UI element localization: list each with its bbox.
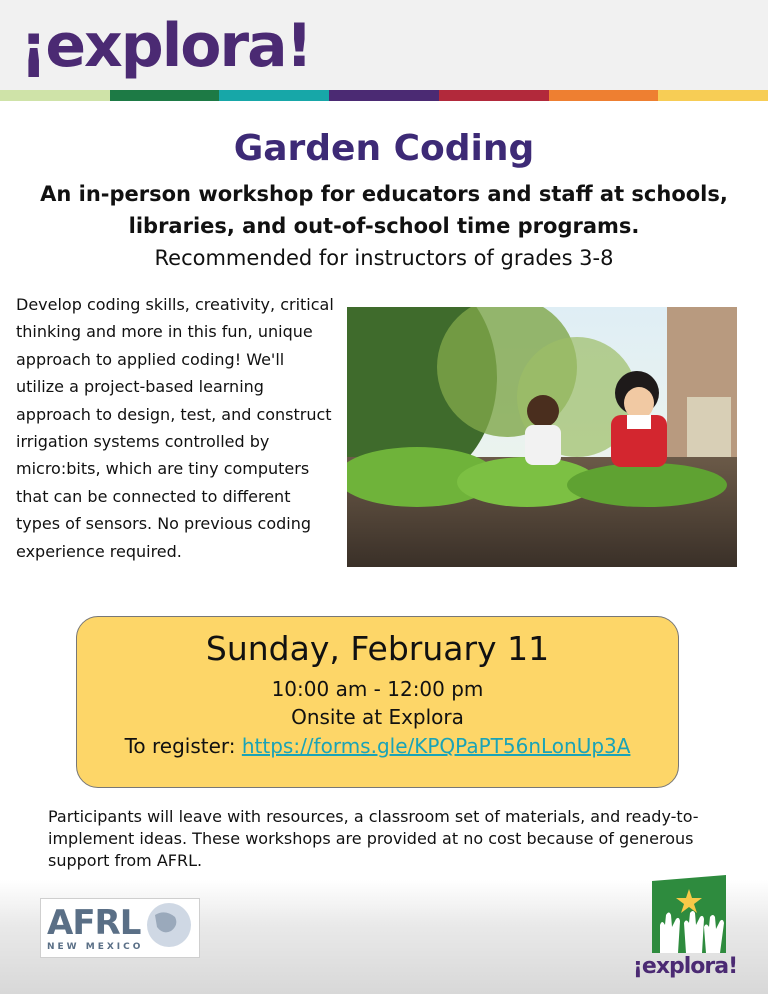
register-label: To register:	[124, 734, 236, 758]
stripe-segment-2	[219, 90, 329, 101]
garden-photo	[347, 307, 737, 567]
stripe-segment-3	[329, 90, 439, 101]
event-details-box	[76, 616, 679, 788]
footer-note: Participants will leave with resources, a classroom set of materials, and ready-to-implement ideas. These workshops are provided at no cost because of generous support from AFRL.	[48, 807, 699, 870]
afrl-wordmark: AFRL	[47, 903, 141, 943]
afrl-subtitle: NEW MEXICO	[47, 942, 144, 952]
event-date: Sunday, February 11	[205, 629, 550, 668]
afrl-logo	[40, 898, 200, 958]
explora-logo: ¡explora!	[20, 11, 311, 81]
house-hands-icon	[646, 875, 732, 955]
register-line	[77, 731, 678, 761]
event-time: 10:00 am - 12:00 pm	[271, 677, 484, 701]
workshop-description: Develop coding skills, creativity, critical thinking and more in this fun, unique approach to applied coding! We'll utilize a project-based learning approach to design, test, and construct irrigation systems controlled by micro:bits, which are tiny computers that can be connected to different types of sensors. No previous coding experience required.	[16, 295, 334, 561]
register-link[interactable]: https://forms.gle/KPQPaPT56nLonUp3A	[241, 734, 631, 758]
page-title: Garden Coding	[233, 128, 535, 169]
color-stripe	[0, 90, 768, 101]
header-banner	[0, 0, 768, 90]
subtitle: An in-person workshop for educators and staff at schools, libraries, and out-of-school time programs.	[40, 182, 728, 238]
grade-recommendation: Recommended for instructors of grades 3-8	[154, 246, 614, 270]
explora-footer-logo: ¡explora!	[632, 954, 738, 979]
stripe-segment-4	[439, 90, 549, 101]
stripe-segment-5	[549, 90, 659, 101]
stripe-segment-1	[110, 90, 220, 101]
stripe-segment-6	[658, 90, 768, 101]
event-location: Onsite at Explora	[291, 705, 464, 729]
stripe-segment-0	[0, 90, 110, 101]
